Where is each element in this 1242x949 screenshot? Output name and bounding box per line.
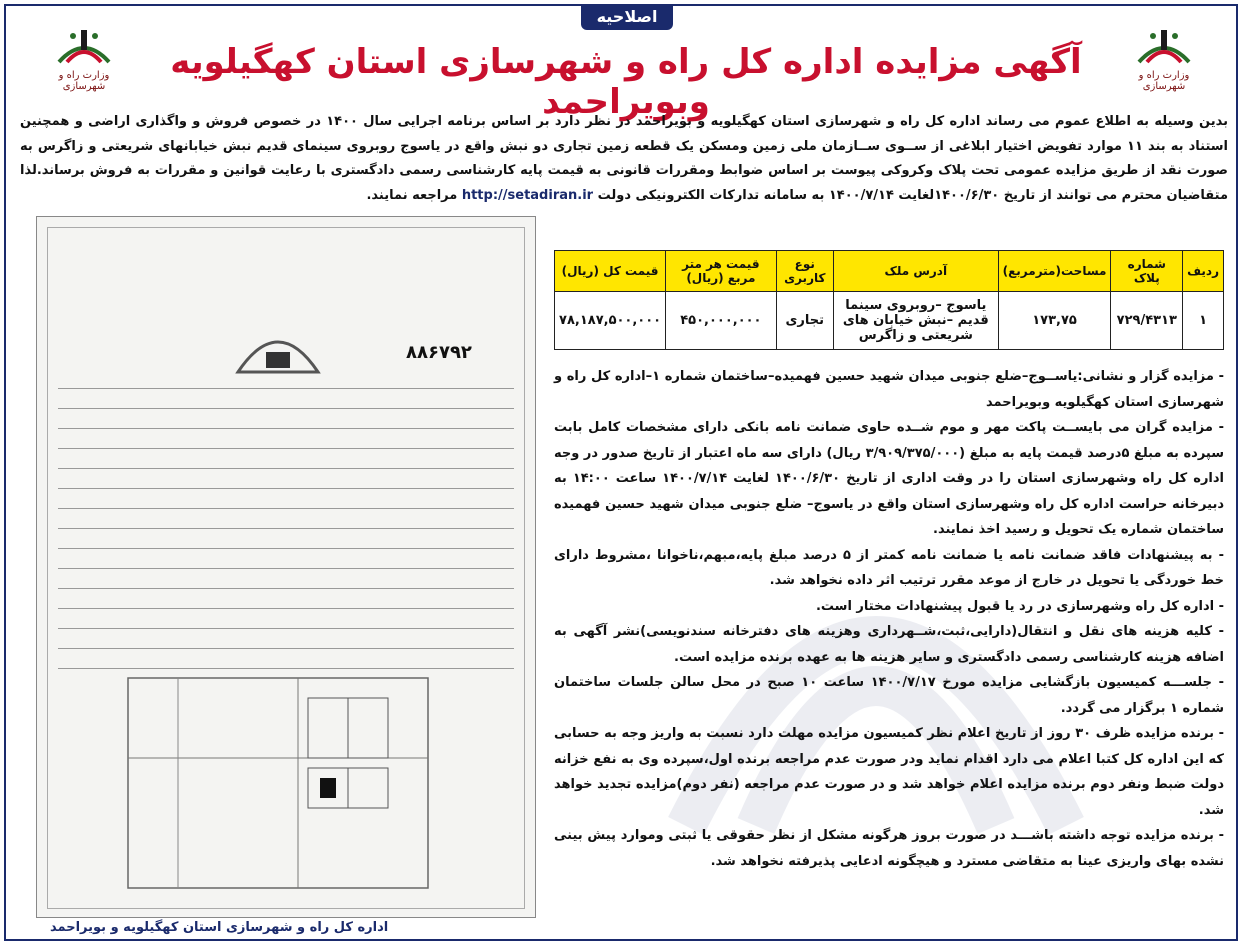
ministry-logo-left [38,24,130,98]
cell-usage: تجاری [776,292,833,350]
term-item: - مزایده گزار و نشانی:یاســوج–ضلع جنوبی میدان شهید حسین فهمیده–ساختمان شماره ۱–اداره کل راه و شهرسازی استان کهگیلویه وبویراحمد [554,369,1224,410]
ministry-emblem-icon [1129,24,1199,68]
ministry-emblem-icon [49,24,119,68]
cell-total-price: ۷۸,۱۸۷,۵۰۰,۰۰۰ [555,292,666,350]
cell-address: یاسوج –روبروی سینما قدیم –نبش خیابان های شریعتی و زاگرس [834,292,999,350]
page-title: آگهی مزایده اداره کل راه و شهرسازی استان کهگیلویه وبویراحمد [170,42,1082,122]
term-item: - برنده مزایده ظرف ۳۰ روز از تاریخ اعلام نظر کمیسیون مزایده مهلت دارد نسبت به واریز وجه به حسابی که این اداره کل کتبا اعلام می دارد اقدام نماید ودر صورت عدم مراجعه برنده اول،سپرده وی به نفع خزانه دولت ضبط ونفر دوم برنده مزایده اعلام خواهد شد و در صورت عدم مراجعه (نفر دوم)مزایده تجدید خواهد شد. [554,726,1224,818]
col-address: آدرس ملک [834,251,999,292]
col-area: مساحت(مترمربع) [998,251,1111,292]
cell-plate-number: ۷۲۹/۴۳۱۳ [1111,292,1183,350]
ministry-name: وزارت راه و شهرسازی [58,70,110,92]
term-item: - اداره کل راه وشهرسازی در رد یا قبول پیشنهادات مختار است. [815,598,1224,614]
col-usage: نوع کاربری [776,251,833,292]
deed-emblem-icon [228,312,328,382]
ministry-logo-right [1118,24,1210,98]
table-row [555,292,1224,350]
col-plate-number: شماره پلاک [1111,251,1183,292]
setad-link[interactable]: http://setadiran.ir [461,187,594,203]
announcement-page [4,4,1238,941]
deed-serial-number: ۸۸۶۷۹۲ [406,342,472,363]
term-item: - کلیه هزینه های نقل و انتقال(دارایی،ثبت،شــهرداری وهزینه های دفترخانه سندنویسی)نشر آگهی به اضافه هزینه کارشناسی رسمی دادگستری و سایر هزینه ها به عهده برنده مزایده است. [554,624,1224,665]
correction-badge: اصلاحیه [581,4,673,30]
terms-list [554,364,1224,874]
parcel-map-sketch [58,668,514,898]
cell-unit-price: ۴۵۰,۰۰۰,۰۰۰ [666,292,776,350]
footer-signature: اداره کل راه و شهرسازی استان کهگیلویه و بویراحمد [50,920,389,935]
deed-frame [47,227,525,909]
term-item: - مزایده گران می بایســت پاکت مهر و موم شــده حاوی ضمانت نامه بانکی دارای مشخصات کامل بابت سپرده به مبلغ ۵درصد قیمت پایه به مبلغ (۳/۹۰۹/۳۷۵/۰۰۰ ریال) دارای سه ماه اعتبار از تاریخ صدور در وجه اداره کل راه وشهرسازی استان را در وقت اداری از تاریخ ۱۴۰۰/۶/۳۰ لغایت ۱۴۰۰/۷/۱۴ ساعت ۱۴:۰۰ به دبیرخانه حراست اداره کل راه وشهرسازی استان واقع در یاسوج– ضلع جنوبی میدان شهید حسین فهمیده ساختمان شماره یک تحویل و رسید اخذ نمایند. [554,420,1225,537]
ministry-name: وزارت راه و شهرسازی [1138,70,1190,92]
term-item: - به پیشنهادات فاقد ضمانت نامه یا ضمانت نامه کمتر از ۵ درصد مبلغ پایه،مبهم،ناخوانا ،مشروط دارای خط خوردگی یا تحویل در خارج از موعد مقرر ترتیب اثر داده نخواهد شد. [554,547,1224,588]
property-table [554,250,1224,350]
intro-text: بدین وسیله به اطلاع عموم می رساند اداره کل راه و شهرسازی استان کهگیلویه و بویراحمد در نظر دارد بر اساس برنامه اجرایی سال ۱۴۰۰ در خصوص فروش و واگذاری اراضی و همچنین استناد به بند ۱۱ موارد تفویض اختیار ابلاغی از ســوی ســازمان ملی زمین ومسکن یک قطعه زمین تجاری دو نبش واقع در یاسوج روبروی سینمای قدیم نبش خیابانهای شریعتی و زاگرس به صورت نقد از طریق مزایده عمومی تحت پلاک وکروکی پیوست بر اساس ضوابط ومقررات قانونی به قیمت پایه کارشناسی رسمی دادگستری با رعایت قوانین و مقررات به فروش برساند.لذا متقاضیان محترم می توانند از تاریخ ۱۴۰۰/۶/۳۰لغایت ۱۴۰۰/۷/۱۴ به سامانه تدارکات الکترونیکی دولت [20,114,1228,203]
deed-form-lines [58,388,514,708]
ownership-deed-image [36,216,536,918]
term-item: - جلســـه کمیسیون بازگشایی مزایده مورخ ۱۴۰۰/۷/۱۷ ساعت ۱۰ صبح در محل سالن جلسات ساختمان شماره ۱ برگزار می گردد. [554,675,1224,716]
term-item: - برنده مزایده توجه داشته باشـــد در صورت بروز هرگونه مشکل از نظر حقوقی یا ثبتی وموارد پیش بینی نشده بهای واریزی عینا به متقاضی مسترد و هیچگونه ادعایی پذیرفته نخواهد شد. [554,828,1224,869]
col-row-number: ردیف [1183,251,1224,292]
intro-paragraph [20,110,1228,208]
col-total-price: قیمت کل (ریال) [555,251,666,292]
table-header-row [555,251,1224,292]
cell-area: ۱۷۳,۷۵ [998,292,1111,350]
cell-row-number: ۱ [1183,292,1224,350]
intro-tail: مراجعه نمایند. [366,187,458,203]
col-unit-price: قیمت هر متر مربع (ریال) [666,251,776,292]
